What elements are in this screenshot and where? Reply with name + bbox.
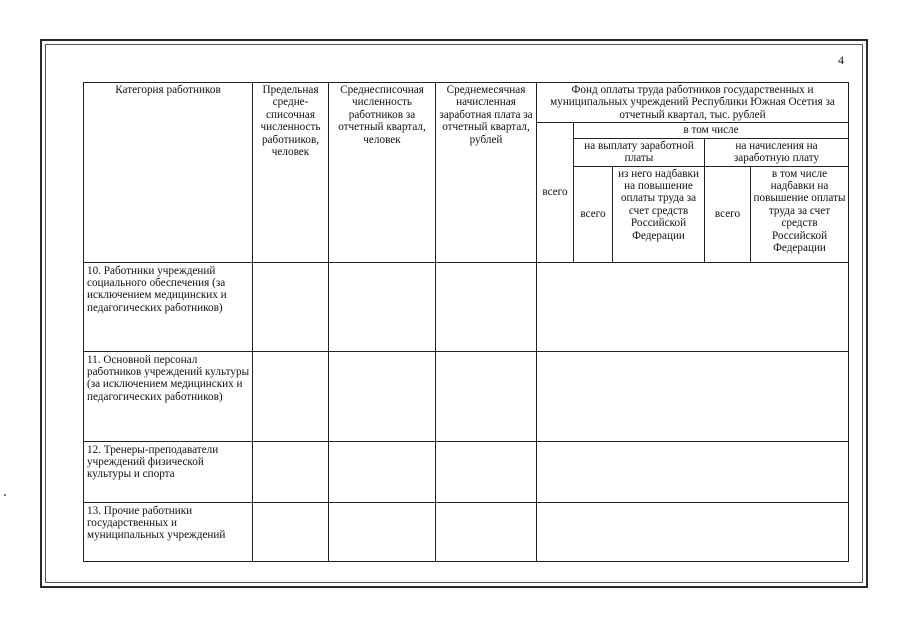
header-wage-fund: Фонд оплаты труда работников государственных и муниципальных учреждений Республики Южная Осетия за отчетный квартал, тыс. рублей <box>537 83 849 123</box>
row-label: 12. Тренеры-преподаватели учреждений физической культуры и спорта <box>84 441 253 502</box>
header-limit-headcount: Предельная средне-списочная численность работников, человек <box>253 83 329 263</box>
header-accruals-total: всего <box>705 166 751 262</box>
table-row <box>84 262 849 351</box>
header-category: Категория работников <box>84 83 253 263</box>
header-for-salary: на выплату заработной платы <box>574 138 705 166</box>
cell-avg-salary <box>436 351 537 441</box>
cell-avg-salary <box>436 441 537 502</box>
table-row <box>84 441 849 502</box>
cell-avg-salary <box>436 502 537 561</box>
table-row <box>84 502 849 561</box>
cell-avg-headcount <box>329 351 436 441</box>
cell-wage-fund <box>537 351 849 441</box>
cell-avg-headcount <box>329 262 436 351</box>
cell-limit-headcount <box>253 441 329 502</box>
header-fund-total: всего <box>537 123 574 262</box>
header-for-accruals: на начисления на заработную плату <box>705 138 849 166</box>
header-row-1 <box>84 83 849 123</box>
header-salary-total: всего <box>574 166 613 262</box>
scan-speck <box>4 494 6 496</box>
header-avg-headcount: Среднесписочная численность работников за отчетный квартал, человек <box>329 83 436 263</box>
header-avg-salary: Среднемесячная начисленная заработная плата за отчетный квартал, рублей <box>436 83 537 263</box>
cell-avg-salary <box>436 262 537 351</box>
cell-wage-fund <box>537 441 849 502</box>
row-label: 11. Основной персонал работников учреждений культуры (за исключением медицинских и педагогических работников) <box>84 351 253 441</box>
cell-limit-headcount <box>253 262 329 351</box>
cell-limit-headcount <box>253 351 329 441</box>
header-accruals-bonus: в том числе надбавки на повышение оплаты труда за счет средств Российской Федерации <box>751 166 849 262</box>
row-label: 13. Прочие работники государственных и муниципальных учреждений <box>84 502 253 561</box>
cell-avg-headcount <box>329 441 436 502</box>
cell-avg-headcount <box>329 502 436 561</box>
page-number: 4 <box>838 53 844 67</box>
header-including: в том числе <box>574 123 849 138</box>
header-salary-bonus: из него надбавки на повышение оплаты труда за счет средств Российской Федерации <box>613 166 705 262</box>
cell-wage-fund <box>537 502 849 561</box>
row-label: 10. Работники учреждений социального обеспечения (за исключением медицинских и педагогических работников) <box>84 262 253 351</box>
cell-limit-headcount <box>253 502 329 561</box>
table-row <box>84 351 849 441</box>
report-table <box>83 82 849 562</box>
cell-wage-fund <box>537 262 849 351</box>
